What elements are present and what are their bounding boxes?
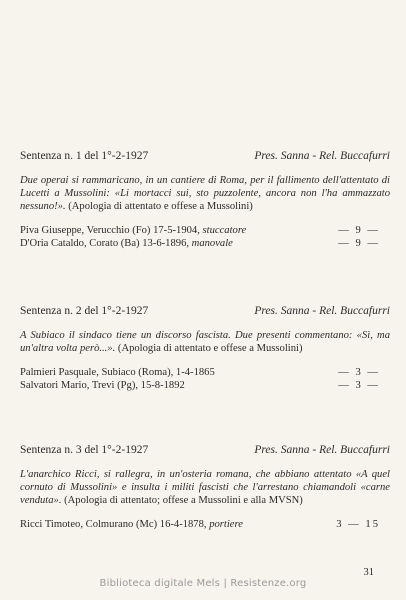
- defendants-list: [20, 224, 390, 250]
- sentenza-2: [20, 305, 390, 392]
- sentenza-court: Pres. Sanna - Rel. Buccafurri: [254, 150, 390, 162]
- defendant-role: portiere: [209, 519, 243, 530]
- defendant-sentence: 3 — 15: [336, 519, 380, 530]
- defendant-row: [20, 366, 390, 379]
- sentenza-description: [20, 329, 390, 355]
- defendant-row: [20, 379, 390, 392]
- defendant-name: Palmieri Pasquale, Subiaco (Roma), 1-4-1865: [20, 367, 215, 378]
- sentenza-title: Sentenza n. 1 del 1°-2-1927: [20, 150, 149, 162]
- defendant-sentence: — 3 —: [338, 367, 380, 378]
- defendant-role: stuccatore: [202, 225, 247, 236]
- defendant-role: manovale: [191, 238, 233, 249]
- sentenza-header: [20, 305, 390, 319]
- sentenza-title: Sentenza n. 2 del 1°-2-1927: [20, 305, 149, 317]
- defendant-name: Ricci Timoteo, Colmurano (Mc) 16-4-1878,: [20, 519, 210, 530]
- footer-credit: Biblioteca digitale Mels | Resistenze.org: [99, 578, 307, 589]
- defendant-row: [20, 237, 390, 250]
- description-charge: (Apologia di attentato; offese a Mussolini e alla MVSN): [61, 495, 303, 506]
- sentenza-court: Pres. Sanna - Rel. Buccafurri: [254, 444, 390, 456]
- sentenza-header: [20, 444, 390, 458]
- sentenza-3: [20, 444, 390, 531]
- sentenza-title: Sentenza n. 3 del 1°-2-1927: [20, 444, 149, 456]
- page-number: 31: [363, 567, 374, 578]
- defendants-list: [20, 518, 390, 531]
- defendant-sentence: — 9 —: [338, 238, 380, 249]
- defendant-row: [20, 224, 390, 237]
- defendant-name: Piva Giuseppe, Verucchio (Fo) 17-5-1904,: [20, 225, 203, 236]
- sentenza-description: [20, 468, 390, 507]
- description-italic: Due operai si rammaricano, in un cantiere di Roma, per il fallimento dell'attentato di Lucetti a Mussolini: «Li mortacci sui, sto puzzolente, ancora non l'ha ammazzato nessuno!».: [20, 175, 390, 212]
- sentenza-header: [20, 150, 390, 164]
- sentenza-court: Pres. Sanna - Rel. Buccafurri: [254, 305, 390, 317]
- defendant-name: Salvatori Mario, Trevi (Pg), 15-8-1892: [20, 380, 185, 391]
- sentenza-description: [20, 174, 390, 213]
- defendant-sentence: — 3 —: [338, 380, 380, 391]
- description-italic: L'anarchico Ricci, si rallegra, in un'osteria romana, che abbiano attentato «A quel cornuto di Mussolini» e insulta i militi fascisti che l'arrestano chiamandoli «carne venduta».: [20, 469, 390, 506]
- description-charge: (Apologia di attentato e offese a Mussolini): [65, 201, 253, 212]
- defendant-name: D'Oria Cataldo, Corato (Ba) 13-6-1896,: [20, 238, 192, 249]
- defendant-row: [20, 518, 390, 531]
- defendant-sentence: — 9 —: [338, 225, 380, 236]
- description-italic: A Subiaco il sindaco tiene un discorso fascista. Due presenti commentano: «Sì, ma un'altra volta però...».: [20, 330, 390, 354]
- sentenza-1: [20, 150, 390, 250]
- defendants-list: [20, 366, 390, 392]
- description-charge: (Apologia di attentato e offese a Mussolini): [115, 343, 303, 354]
